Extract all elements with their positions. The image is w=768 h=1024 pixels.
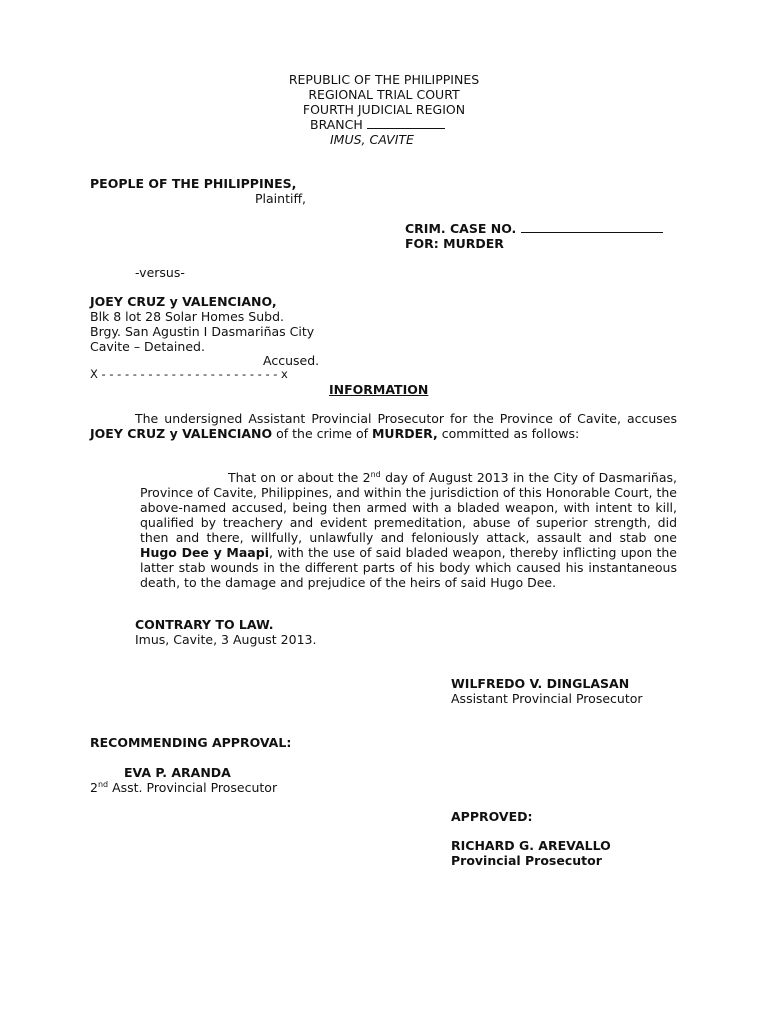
intro-crime: MURDER, xyxy=(371,426,438,441)
versus-text: -versus- xyxy=(135,265,185,280)
case-number xyxy=(405,221,663,236)
branch-label: BRANCH xyxy=(310,117,363,132)
approved-title: Provincial Prosecutor xyxy=(451,853,602,868)
approved-name: RICHARD G. AREVALLO xyxy=(451,838,611,853)
accused-address-2: Brgy. San Agustin I Dasmariñas City xyxy=(90,324,315,339)
caption-separator: X - - - - - - - - - - - - - - - - - - - - - - - x xyxy=(90,367,288,381)
plaintiff-role: Plaintiff, xyxy=(255,191,307,206)
branch-blank xyxy=(367,117,445,129)
recommending-title-rest: Asst. Provincial Prosecutor xyxy=(108,780,278,795)
approved-label: APPROVED: xyxy=(451,809,533,824)
body-text-1: That on or about the 2 xyxy=(228,470,371,485)
recommending-title xyxy=(90,780,277,795)
case-label: CRIM. CASE NO. xyxy=(405,221,517,236)
intro-text-1: The undersigned Assistant Provincial Prosecutor for the Province of Cavite, accuses xyxy=(135,411,677,426)
accused-address-3: Cavite – Detained. xyxy=(90,339,205,354)
body-sup: nd xyxy=(370,469,381,479)
prosecutor-title: Assistant Provincial Prosecutor xyxy=(451,691,643,706)
case-for: FOR: MURDER xyxy=(405,236,504,251)
header-court: REGIONAL TRIAL COURT xyxy=(308,87,460,102)
recommending-label: RECOMMENDING APPROVAL: xyxy=(90,735,292,750)
recommending-title-sup: nd xyxy=(97,779,109,789)
header-region: FOURTH JUDICIAL REGION xyxy=(302,102,466,117)
court-header xyxy=(0,72,768,117)
prosecutor-name: WILFREDO V. DINGLASAN xyxy=(451,676,630,691)
body-victim: Hugo Dee y Maapi xyxy=(140,545,269,560)
intro-text-2: of the crime of xyxy=(272,426,372,441)
header-republic: REPUBLIC OF THE PHILIPPINES xyxy=(288,72,480,87)
body-paragraph xyxy=(140,470,677,590)
case-blank xyxy=(521,221,663,233)
intro-accused: JOEY CRUZ y VALENCIANO xyxy=(90,426,273,441)
intro-paragraph xyxy=(90,411,677,441)
date-place: Imus, Cavite, 3 August 2013. xyxy=(135,632,317,647)
accused-role: Accused. xyxy=(263,353,320,368)
plaintiff-name: PEOPLE OF THE PHILIPPINES, xyxy=(90,176,297,191)
body-text-2: day of August 2013 in the City of Dasmariñas, Province of Cavite, Philippines, and within the jurisdiction of this Honorable Court, the above-named accused, being then armed with a bladed weapon, with intent to kill, qualified by treachery and evident premeditation, abuse of superior strength, did then and there, willfully, unlawfully and feloniously attack, assault and stab one xyxy=(140,470,677,545)
document-title: INFORMATION xyxy=(329,382,429,397)
recommending-name: EVA P. ARANDA xyxy=(124,765,231,780)
accused-name: JOEY CRUZ y VALENCIANO, xyxy=(90,294,277,309)
intro-text-3: committed as follows: xyxy=(437,426,580,441)
accused-address-1: Blk 8 lot 28 Solar Homes Subd. xyxy=(90,309,284,324)
body-text-3: , with the use of said bladed weapon, thereby inflicting upon the latter stab wounds in the different parts of his body which caused his instantaneous death, to the damage and prejudice of the heirs of said Hugo Dee. xyxy=(140,545,677,590)
header-branch xyxy=(310,117,445,132)
recommending-title-num: 2 xyxy=(90,780,98,795)
contrary-to-law: CONTRARY TO LAW. xyxy=(135,617,274,632)
header-place: IMUS, CAVITE xyxy=(330,132,414,147)
